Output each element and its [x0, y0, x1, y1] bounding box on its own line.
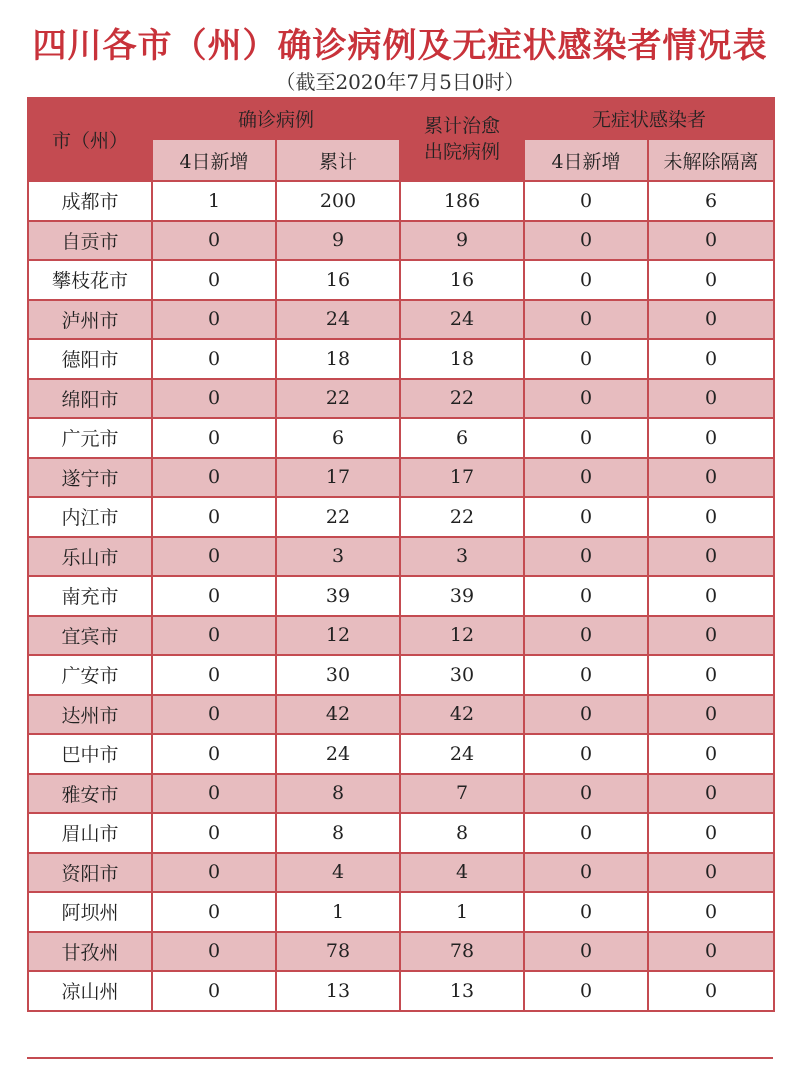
cell-new-asymptomatic: 0 [524, 260, 648, 300]
cell-new-confirmed: 0 [152, 379, 276, 419]
header-confirmed: 确诊病例 [152, 98, 400, 139]
table-row [28, 221, 774, 261]
table-row [28, 853, 774, 893]
cell-new-confirmed: 1 [152, 181, 276, 221]
cell-under-quarantine: 0 [648, 853, 774, 893]
cell-cured: 78 [400, 932, 524, 972]
table-header [28, 98, 774, 181]
page-title: 四川各市（州）确诊病例及无症状感染者情况表 [32, 26, 768, 66]
cell-new-asymptomatic: 0 [524, 339, 648, 379]
header-cured: 累计治愈出院病例 [400, 98, 524, 181]
cell-city: 宜宾市 [28, 616, 152, 656]
cell-city: 雅安市 [28, 774, 152, 814]
cell-new-confirmed: 0 [152, 813, 276, 853]
cell-total-confirmed: 9 [276, 221, 400, 261]
table-row [28, 932, 774, 972]
cell-new-asymptomatic: 0 [524, 181, 648, 221]
cell-under-quarantine: 0 [648, 616, 774, 656]
table-row [28, 181, 774, 221]
cell-new-asymptomatic: 0 [524, 734, 648, 774]
table-row [28, 418, 774, 458]
cell-new-asymptomatic: 0 [524, 695, 648, 735]
cell-cured: 13 [400, 971, 524, 1011]
cell-under-quarantine: 0 [648, 774, 774, 814]
table-row [28, 497, 774, 537]
cell-new-confirmed: 0 [152, 497, 276, 537]
cell-under-quarantine: 0 [648, 260, 774, 300]
cell-total-confirmed: 42 [276, 695, 400, 735]
cell-new-confirmed: 0 [152, 418, 276, 458]
table-row [28, 339, 774, 379]
cell-new-asymptomatic: 0 [524, 853, 648, 893]
cell-city: 乐山市 [28, 537, 152, 577]
cell-city: 绵阳市 [28, 379, 152, 419]
table-row [28, 655, 774, 695]
table-row [28, 695, 774, 735]
cell-new-asymptomatic: 0 [524, 537, 648, 577]
cell-cured: 30 [400, 655, 524, 695]
cell-total-confirmed: 13 [276, 971, 400, 1011]
table-row [28, 458, 774, 498]
cell-cured: 22 [400, 379, 524, 419]
table-row [28, 576, 774, 616]
cell-new-asymptomatic: 0 [524, 655, 648, 695]
cell-new-confirmed: 0 [152, 339, 276, 379]
cell-cured: 6 [400, 418, 524, 458]
page-subtitle: （截至2020年7月5日0时） [275, 70, 525, 94]
cell-total-confirmed: 22 [276, 497, 400, 537]
cell-city: 成都市 [28, 181, 152, 221]
cell-cured: 12 [400, 616, 524, 656]
cell-new-asymptomatic: 0 [524, 300, 648, 340]
cell-under-quarantine: 0 [648, 932, 774, 972]
cell-city: 阿坝州 [28, 892, 152, 932]
cell-new-confirmed: 0 [152, 774, 276, 814]
cell-under-quarantine: 0 [648, 813, 774, 853]
cell-new-confirmed: 0 [152, 655, 276, 695]
cell-new-asymptomatic: 0 [524, 458, 648, 498]
cell-new-asymptomatic: 0 [524, 497, 648, 537]
cell-city: 南充市 [28, 576, 152, 616]
cell-cured: 17 [400, 458, 524, 498]
table-row [28, 971, 774, 1011]
table-row [28, 379, 774, 419]
cell-cured: 4 [400, 853, 524, 893]
table-row [28, 260, 774, 300]
cell-under-quarantine: 0 [648, 379, 774, 419]
cell-city: 眉山市 [28, 813, 152, 853]
cell-cured: 24 [400, 734, 524, 774]
table-row [28, 813, 774, 853]
cell-city: 凉山州 [28, 971, 152, 1011]
cell-total-confirmed: 16 [276, 260, 400, 300]
cell-new-confirmed: 0 [152, 853, 276, 893]
cell-new-confirmed: 0 [152, 695, 276, 735]
cell-new-asymptomatic: 0 [524, 576, 648, 616]
header-city: 市（州） [28, 98, 152, 181]
cell-under-quarantine: 0 [648, 497, 774, 537]
cell-total-confirmed: 17 [276, 458, 400, 498]
cell-total-confirmed: 4 [276, 853, 400, 893]
cell-under-quarantine: 0 [648, 537, 774, 577]
cell-city: 甘孜州 [28, 932, 152, 972]
cell-new-confirmed: 0 [152, 458, 276, 498]
cell-under-quarantine: 0 [648, 971, 774, 1011]
table-row [28, 537, 774, 577]
cell-new-confirmed: 0 [152, 734, 276, 774]
cell-city: 达州市 [28, 695, 152, 735]
cell-city: 自贡市 [28, 221, 152, 261]
cell-city: 遂宁市 [28, 458, 152, 498]
cell-total-confirmed: 1 [276, 892, 400, 932]
cell-city: 内江市 [28, 497, 152, 537]
cell-new-confirmed: 0 [152, 576, 276, 616]
cell-under-quarantine: 0 [648, 300, 774, 340]
cell-under-quarantine: 0 [648, 339, 774, 379]
table-row [28, 300, 774, 340]
cell-new-asymptomatic: 0 [524, 813, 648, 853]
cell-total-confirmed: 24 [276, 734, 400, 774]
cell-total-confirmed: 24 [276, 300, 400, 340]
header-new-confirmed: 4日新增 [152, 139, 276, 181]
header-under-quarantine: 未解除隔离 [648, 139, 774, 181]
cell-total-confirmed: 8 [276, 774, 400, 814]
cell-under-quarantine: 0 [648, 734, 774, 774]
cell-new-confirmed: 0 [152, 300, 276, 340]
cell-total-confirmed: 39 [276, 576, 400, 616]
cell-new-confirmed: 0 [152, 616, 276, 656]
cell-under-quarantine: 0 [648, 892, 774, 932]
cell-new-asymptomatic: 0 [524, 221, 648, 261]
cell-new-confirmed: 0 [152, 221, 276, 261]
cell-total-confirmed: 30 [276, 655, 400, 695]
cell-under-quarantine: 0 [648, 655, 774, 695]
cell-total-confirmed: 6 [276, 418, 400, 458]
cell-new-asymptomatic: 0 [524, 774, 648, 814]
cell-cured: 3 [400, 537, 524, 577]
cell-under-quarantine: 0 [648, 458, 774, 498]
cell-cured: 8 [400, 813, 524, 853]
cell-total-confirmed: 22 [276, 379, 400, 419]
cell-cured: 9 [400, 221, 524, 261]
cell-under-quarantine: 0 [648, 576, 774, 616]
cell-cured: 42 [400, 695, 524, 735]
cell-cured: 24 [400, 300, 524, 340]
cell-under-quarantine: 0 [648, 695, 774, 735]
cell-cured: 1 [400, 892, 524, 932]
cell-total-confirmed: 12 [276, 616, 400, 656]
cell-new-asymptomatic: 0 [524, 932, 648, 972]
cell-city: 德阳市 [28, 339, 152, 379]
cell-cured: 22 [400, 497, 524, 537]
cell-new-asymptomatic: 0 [524, 971, 648, 1011]
cell-new-asymptomatic: 0 [524, 418, 648, 458]
cell-total-confirmed: 18 [276, 339, 400, 379]
stats-table [27, 97, 775, 1012]
cell-total-confirmed: 78 [276, 932, 400, 972]
cell-cured: 7 [400, 774, 524, 814]
table-row [28, 892, 774, 932]
cell-new-confirmed: 0 [152, 892, 276, 932]
cell-total-confirmed: 3 [276, 537, 400, 577]
cell-cured: 18 [400, 339, 524, 379]
cell-total-confirmed: 200 [276, 181, 400, 221]
header-total-confirmed: 累计 [276, 139, 400, 181]
cell-new-confirmed: 0 [152, 971, 276, 1011]
cell-under-quarantine: 0 [648, 418, 774, 458]
table-bottom-border [27, 1057, 773, 1059]
cell-new-confirmed: 0 [152, 932, 276, 972]
cell-cured: 16 [400, 260, 524, 300]
cell-cured: 39 [400, 576, 524, 616]
cell-new-asymptomatic: 0 [524, 892, 648, 932]
table-row [28, 774, 774, 814]
cell-new-asymptomatic: 0 [524, 616, 648, 656]
cell-city: 广元市 [28, 418, 152, 458]
table-row [28, 734, 774, 774]
cell-cured: 186 [400, 181, 524, 221]
table-row [28, 616, 774, 656]
header-asymptomatic: 无症状感染者 [524, 98, 774, 139]
cell-under-quarantine: 0 [648, 221, 774, 261]
cell-new-confirmed: 0 [152, 260, 276, 300]
cell-city: 广安市 [28, 655, 152, 695]
cell-total-confirmed: 8 [276, 813, 400, 853]
cell-city: 攀枝花市 [28, 260, 152, 300]
cell-city: 泸州市 [28, 300, 152, 340]
cell-new-confirmed: 0 [152, 537, 276, 577]
header-new-asymptomatic: 4日新增 [524, 139, 648, 181]
table-body [28, 181, 774, 1011]
cell-city: 资阳市 [28, 853, 152, 893]
cell-new-asymptomatic: 0 [524, 379, 648, 419]
cell-city: 巴中市 [28, 734, 152, 774]
cell-under-quarantine: 6 [648, 181, 774, 221]
